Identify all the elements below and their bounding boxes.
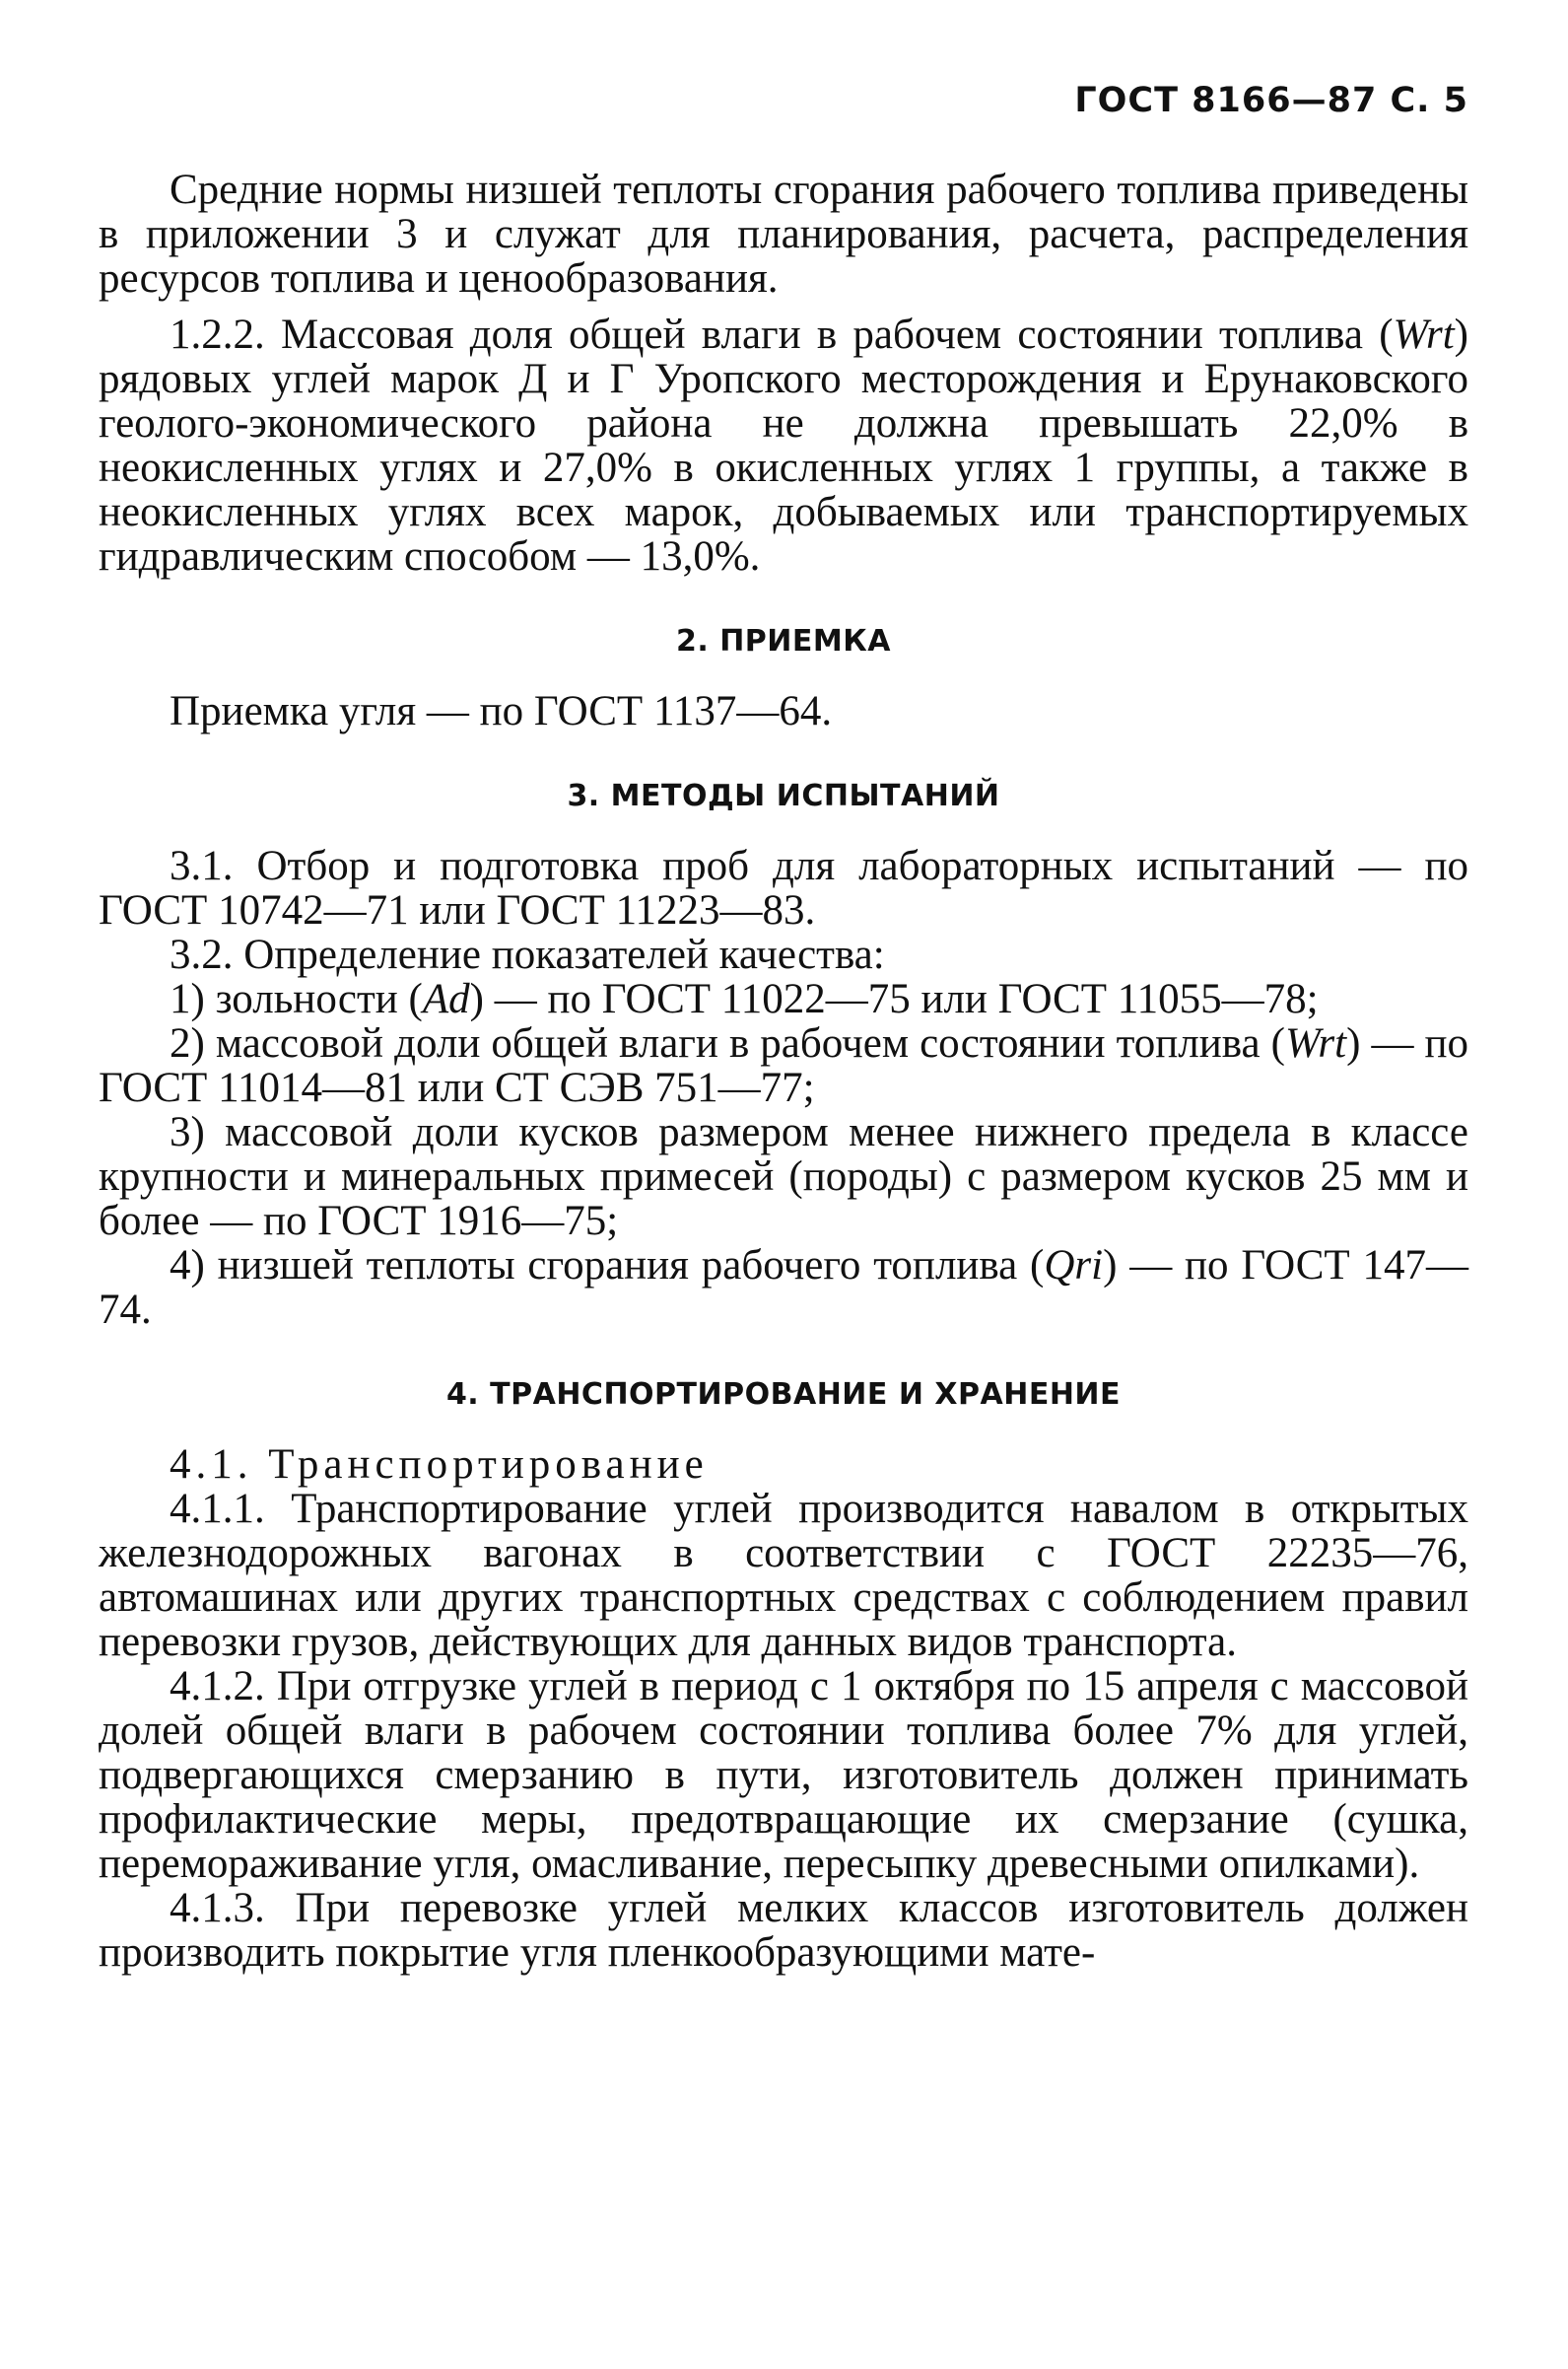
acceptance-text: Приемка угля — по ГОСТ 1137—64.	[170, 688, 833, 734]
clause-1-2-2	[99, 313, 1468, 579]
list-item-moisture-after: ) — по ГОСТ 11014—81 или СТ СЭВ 751—77;	[99, 1020, 1468, 1111]
list-item-heat	[99, 1243, 1468, 1332]
list-item-heat-after: ) — по ГОСТ 147—74.	[99, 1242, 1468, 1333]
body-text	[99, 168, 1468, 1975]
list-item-lumps: 3) массовой доли кусков размером менее нижнего предела в классе крупности и минеральных примесей (породы) с размером кусков 25 мм и более — по ГОСТ 1916—75;	[99, 1109, 1468, 1244]
clause-4-1-2: 4.1.2. При отгрузке углей в период с 1 октября по 15 апреля с массовой долей общей влаги в рабочем состоянии топлива более 7% для углей, подвергающихся смерзанию в пути, изготовитель должен принимать профилактические меры, предотвращающие их смерзание (сушка, перемораживание угля, омасливание, пересыпку древесными опилками).	[99, 1663, 1468, 1887]
list-item-moisture	[99, 1021, 1468, 1110]
section-heading-transport-storage: 4. ТРАНСПОРТИРОВАНИЕ И ХРАНЕНИЕ	[445, 1377, 1122, 1412]
clause-4-1-3: 4.1.3. При перевозке углей мелких классов изготовитель должен производить покрытие угля пленкообразующими мате-	[99, 1885, 1468, 1976]
clause-1-2-2-after: ) рядовых углей марок Д и Г Уропского месторождения и Ерунаковского геолого-экономического района не должна превышать 22,0% в неокисленных углях и 27,0% в окисленных углях 1 группы, а также в неокисленных углях всех марок, добываемых или транспортируемых гидравлическим способом — 13,0%.	[99, 312, 1468, 580]
symbol-moisture-2: Wrt	[1284, 1020, 1347, 1067]
list-item-ash-before: 1) зольности (	[170, 976, 423, 1022]
clause-3-1: 3.1. Отбор и подготовка проб для лабораторных испытаний — по ГОСТ 10742—71 или ГОСТ 11223—83.	[99, 843, 1468, 934]
clause-3-2: 3.2. Определение показателей качества:	[170, 932, 885, 978]
symbol-heat: Qri	[1044, 1242, 1104, 1289]
clause-4-1-1: 4.1.1. Транспортирование углей производится навалом в открытых железнодорожных вагонах в соответствии с ГОСТ 22235—76, автомашинах или других транспортных средствах с соблюдением правил перевозки грузов, действующих для данных видов транспорта.	[99, 1486, 1468, 1665]
list-item-heat-before: 4) низшей теплоты сгорания рабочего топлива (	[170, 1242, 1045, 1289]
clause-1-2-2-before: 1.2.2. Массовая доля общей влаги в рабочем состоянии топлива (	[170, 312, 1394, 358]
list-item-moisture-before: 2) массовой доли общей влаги в рабочем состоянии топлива (	[170, 1020, 1285, 1067]
section-heading-test-methods: 3. МЕТОДЫ ИСПЫТАНИЙ	[567, 779, 1000, 813]
paragraph-norms: Средние нормы низшей теплоты сгорания рабочего топлива приведены в приложении 3 и служат для планирования, расчета, распределения ресурсов топлива и ценообразования.	[99, 167, 1468, 302]
list-item-ash	[99, 977, 1468, 1021]
list-item-ash-after: ) — по ГОСТ 11022—75 или ГОСТ 11055—78;	[469, 976, 1319, 1022]
symbol-ash: Ad	[422, 976, 470, 1022]
section-heading-acceptance: 2. ПРИЕМКА	[675, 624, 891, 659]
clause-4-1	[99, 1442, 1468, 1487]
symbol-moisture: Wrt	[1393, 312, 1455, 358]
clause-4-1-title: 4.1. Транспортирование	[170, 1441, 709, 1488]
running-header: ГОСТ 8166—87 С. 5	[1074, 81, 1468, 120]
